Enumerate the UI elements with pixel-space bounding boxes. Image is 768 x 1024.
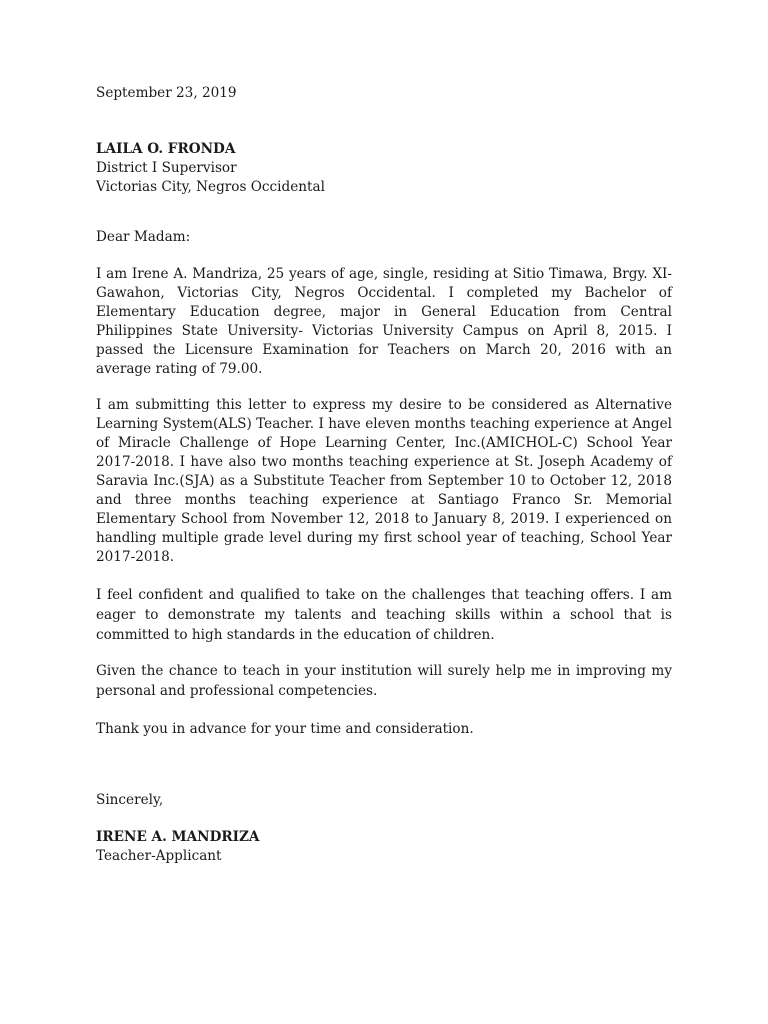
recipient-title: District I Supervisor: [96, 160, 237, 176]
closing: Sincerely,: [96, 792, 164, 808]
recipient-name: LAILA O. FRONDA: [96, 141, 236, 157]
recipient-block: [96, 140, 672, 197]
salutation: Dear Madam:: [96, 229, 191, 245]
body-paragraph-3: I feel confident and qualified to take on the challenges that teaching offers. I am eager to demonstrate my talents and teaching skills within a school that is committed to high standards in the education of children.: [96, 587, 672, 643]
letter-page: [96, 84, 672, 866]
body-paragraph-5: Thank you in advance for your time and consideration.: [96, 721, 474, 737]
recipient-address: Victorias City, Negros Occidental: [96, 179, 325, 195]
letter-date: September 23, 2019: [96, 85, 237, 101]
body-paragraph-2: I am submitting this letter to express my desire to be considered as Alternative Learning System(ALS) Teacher. I have eleven months teaching experience at Angel of Miracle Challenge of Hope Learning Center, Inc.(AMICHOL-C) School Year 2017-2018. I have also two months teaching experience at St. Joseph Academy of Saravia Inc.(SJA) as a Substitute Teacher from September 10 to October 12, 2018 and three months teaching experience at Santiago Franco Sr. Memorial Elementary School from November 12, 2018 to January 8, 2019. I experienced on handling multiple grade level during my first school year of teaching, School Year 2017-2018.: [96, 397, 672, 565]
body-paragraph-4: Given the chance to teach in your institution will surely help me in improving my personal and professional competencies.: [96, 663, 672, 699]
signer-title: Teacher-Applicant: [96, 848, 222, 864]
signer-name: IRENE A. MANDRIZA: [96, 829, 260, 845]
body-paragraph-1: I am Irene A. Mandriza, 25 years of age, single, residing at Sitio Timawa, Brgy. XI- Gawahon, Victorias City, Negros Occidental. I completed my Bachelor of Elementary Education degree, major in General Education from Central Philippines State University- Victorias University Campus on April 8, 2015. I passed the Licensure Examination for Teachers on March 20, 2016 with an average rating of 79.00.: [96, 266, 672, 377]
signature-block: [96, 828, 672, 866]
